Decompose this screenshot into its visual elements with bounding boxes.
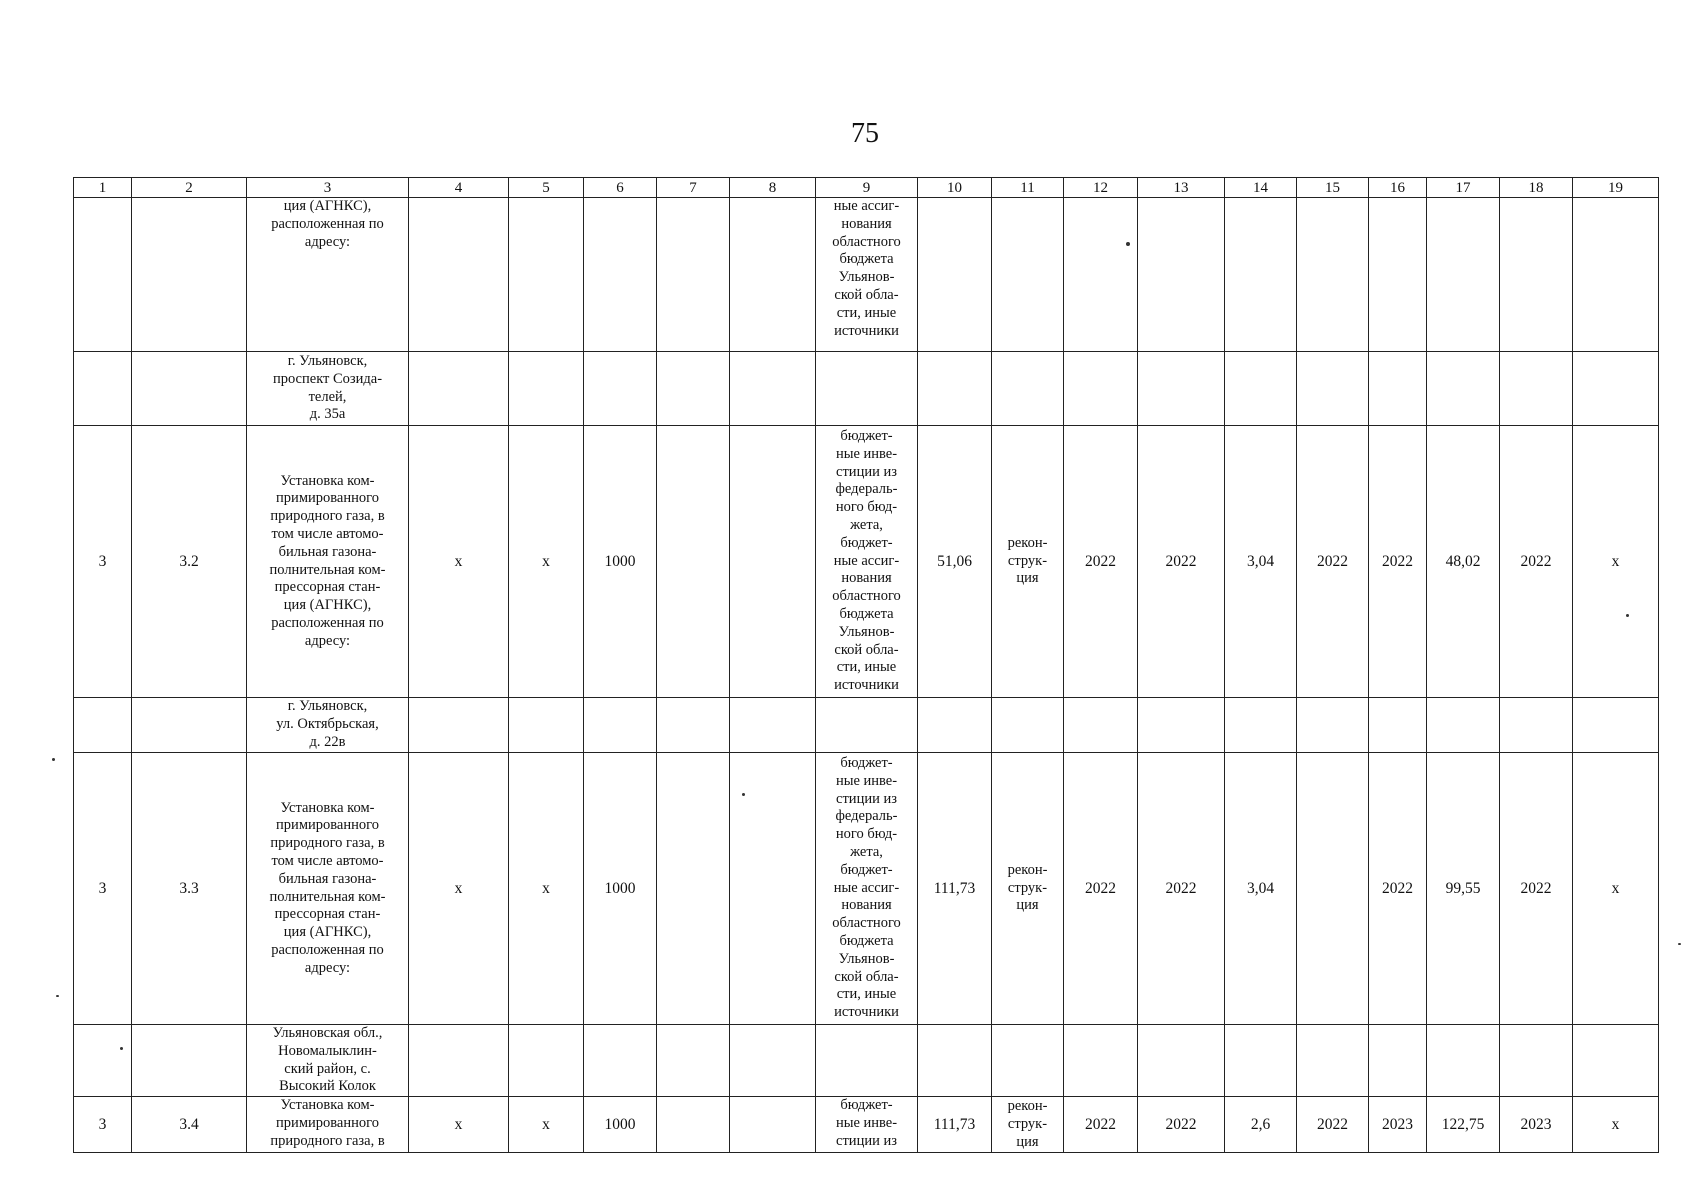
- cell: [409, 352, 509, 426]
- cell: [1064, 698, 1138, 753]
- cell: [992, 352, 1064, 426]
- cell-col15: 2022: [1297, 426, 1369, 698]
- cell: [509, 698, 584, 753]
- cell-col7: [657, 753, 730, 1025]
- column-number: 12: [1064, 178, 1138, 198]
- cell: [1138, 698, 1225, 753]
- cell: [816, 698, 918, 753]
- cell: [657, 198, 730, 352]
- cell: [409, 698, 509, 753]
- cell-col17: 99,55: [1427, 753, 1500, 1025]
- cell: [1369, 198, 1427, 352]
- cell-col18: 2023: [1500, 1097, 1573, 1153]
- cell: [1369, 698, 1427, 753]
- column-number: 15: [1297, 178, 1369, 198]
- cell: [132, 698, 247, 753]
- cell-col19: х: [1573, 753, 1659, 1025]
- cell-col15: 2022: [1297, 1097, 1369, 1153]
- table-row: [74, 426, 1659, 698]
- cell-col10: 111,73: [918, 753, 992, 1025]
- cell: [584, 352, 657, 426]
- cell-col16: 2022: [1369, 753, 1427, 1025]
- cell: [509, 1025, 584, 1097]
- column-number: 6: [584, 178, 657, 198]
- cell: [132, 1025, 247, 1097]
- cell: [1297, 1025, 1369, 1097]
- cell-item-number: [132, 198, 247, 352]
- column-number: 16: [1369, 178, 1427, 198]
- cell: [409, 198, 509, 352]
- cell-col6: 1000: [584, 753, 657, 1025]
- cell-col6: 1000: [584, 1097, 657, 1153]
- cell: [730, 198, 816, 352]
- cell: [1225, 198, 1297, 352]
- cell-col18: 2022: [1500, 426, 1573, 698]
- investment-table: [73, 177, 1659, 1153]
- cell: [132, 352, 247, 426]
- cell-col13: 2022: [1138, 1097, 1225, 1153]
- column-number: 3: [247, 178, 409, 198]
- cell: [1500, 352, 1573, 426]
- cell: [918, 1025, 992, 1097]
- column-number: 11: [992, 178, 1064, 198]
- column-number: 5: [509, 178, 584, 198]
- cell: [992, 698, 1064, 753]
- cell: [1369, 1025, 1427, 1097]
- table-row: [74, 753, 1659, 1025]
- cell: [1064, 352, 1138, 426]
- scan-speck: [742, 793, 745, 796]
- cell-entry-number: 3: [74, 1097, 132, 1153]
- cell: [1573, 1025, 1659, 1097]
- cell-entry-number: 3: [74, 426, 132, 698]
- cell-col4: х: [409, 426, 509, 698]
- cell-col15: [1297, 753, 1369, 1025]
- cell: [918, 198, 992, 352]
- cell: [409, 1025, 509, 1097]
- cell-col17: 48,02: [1427, 426, 1500, 698]
- cell-item-number: 3.4: [132, 1097, 247, 1153]
- cell: [1500, 698, 1573, 753]
- column-number: 4: [409, 178, 509, 198]
- cell-col14: 2,6: [1225, 1097, 1297, 1153]
- cell: [1138, 1025, 1225, 1097]
- cell-col4: х: [409, 753, 509, 1025]
- cell: [1225, 352, 1297, 426]
- column-number: 14: [1225, 178, 1297, 198]
- cell: [657, 1025, 730, 1097]
- cell: [509, 352, 584, 426]
- column-number: 1: [74, 178, 132, 198]
- cell: [657, 352, 730, 426]
- cell: [1064, 1025, 1138, 1097]
- cell: [918, 698, 992, 753]
- cell-col5: х: [509, 1097, 584, 1153]
- cell: [816, 1025, 918, 1097]
- scan-speck: [1126, 242, 1130, 246]
- cell-col17: 122,75: [1427, 1097, 1500, 1153]
- page-number: 75: [851, 118, 879, 149]
- cell: [730, 698, 816, 753]
- cell-col10: 111,73: [918, 1097, 992, 1153]
- cell: [1225, 698, 1297, 753]
- cell-col19: х: [1573, 426, 1659, 698]
- cell-col13: 2022: [1138, 753, 1225, 1025]
- cell: [992, 198, 1064, 352]
- cell: [1573, 352, 1659, 426]
- cell-item-number: 3.3: [132, 753, 247, 1025]
- cell-object-description: Установка ком- примированного природного газа, в: [247, 1097, 409, 1153]
- scan-speck: [1626, 614, 1629, 617]
- cell-col12: 2022: [1064, 753, 1138, 1025]
- cell-funding-source: бюджет- ные инве- стиции из федераль- ного бюд- жета, бюджет- ные ассиг- нования областного бюджета Ульянов- ской обла- сти, иные источники: [816, 426, 918, 698]
- cell-col14: 3,04: [1225, 426, 1297, 698]
- cell: [1573, 198, 1659, 352]
- cell-object-description: Установка ком- примированного природного газа, в том числе автомо- бильная газона- полнительная ком- прессорная стан- ция (АГНКС), расположенная по адресу:: [247, 753, 409, 1025]
- cell-funding-source: ные ассиг- нования областного бюджета Ульянов- ской обла- сти, иные источники: [816, 198, 918, 352]
- cell-col12: 2022: [1064, 1097, 1138, 1153]
- cell: [816, 352, 918, 426]
- cell-col4: х: [409, 1097, 509, 1153]
- column-number: 17: [1427, 178, 1500, 198]
- cell-entry-number: 3: [74, 753, 132, 1025]
- cell-address: г. Ульяновск, проспект Созида- телей, д. 35а: [247, 352, 409, 426]
- cell: [74, 1025, 132, 1097]
- cell-address: г. Ульяновск, ул. Октябрьская, д. 22в: [247, 698, 409, 753]
- cell-address: Ульяновская обл., Новомалыклин- ский район, с. Высокий Колок: [247, 1025, 409, 1097]
- cell: [1500, 198, 1573, 352]
- cell: [730, 352, 816, 426]
- column-number: 2: [132, 178, 247, 198]
- cell-col8: [730, 1097, 816, 1153]
- cell: [1297, 198, 1369, 352]
- table-row: [74, 1097, 1659, 1153]
- scan-speck: [52, 758, 55, 761]
- cell: [74, 698, 132, 753]
- cell-col16: 2023: [1369, 1097, 1427, 1153]
- cell-col18: 2022: [1500, 753, 1573, 1025]
- cell-col10: 51,06: [918, 426, 992, 698]
- cell-col7: [657, 426, 730, 698]
- cell-object-description: ция (АГНКС), расположенная по адресу:: [247, 198, 409, 352]
- cell-funding-source: бюджет- ные инве- стиции из: [816, 1097, 918, 1153]
- cell: [730, 1025, 816, 1097]
- cell-col8: [730, 426, 816, 698]
- scan-speck: [120, 1047, 123, 1050]
- cell: [1500, 1025, 1573, 1097]
- table-row: [74, 698, 1659, 753]
- cell-work-type: рекон- струк- ция: [992, 426, 1064, 698]
- cell: [1138, 352, 1225, 426]
- column-number: 13: [1138, 178, 1225, 198]
- cell: [1138, 198, 1225, 352]
- cell: [1297, 352, 1369, 426]
- cell: [1297, 698, 1369, 753]
- cell-funding-source: бюджет- ные инве- стиции из федераль- ного бюд- жета, бюджет- ные ассиг- нования областного бюджета Ульянов- ской обла- сти, иные источники: [816, 753, 918, 1025]
- cell: [1064, 198, 1138, 352]
- cell: [584, 698, 657, 753]
- cell: [918, 352, 992, 426]
- cell-col7: [657, 1097, 730, 1153]
- cell-col5: х: [509, 753, 584, 1025]
- cell-item-number: 3.2: [132, 426, 247, 698]
- cell: [584, 198, 657, 352]
- table-row: [74, 352, 1659, 426]
- cell: [992, 1025, 1064, 1097]
- table-row: [74, 198, 1659, 352]
- cell-col13: 2022: [1138, 426, 1225, 698]
- cell: [1225, 1025, 1297, 1097]
- cell: [74, 352, 132, 426]
- cell: [1573, 698, 1659, 753]
- cell-object-description: Установка ком- примированного природного газа, в том числе автомо- бильная газона- полнительная ком- прессорная стан- ция (АГНКС), расположенная по адресу:: [247, 426, 409, 698]
- cell-entry-number: [74, 198, 132, 352]
- column-number: 10: [918, 178, 992, 198]
- table-row: [74, 1025, 1659, 1097]
- cell-col19: х: [1573, 1097, 1659, 1153]
- column-number: 18: [1500, 178, 1573, 198]
- cell: [657, 698, 730, 753]
- column-number: 9: [816, 178, 918, 198]
- column-number-row: [74, 178, 1659, 198]
- scan-speck: [56, 995, 59, 997]
- cell-col16: 2022: [1369, 426, 1427, 698]
- cell-work-type: рекон- струк- ция: [992, 753, 1064, 1025]
- cell: [584, 1025, 657, 1097]
- cell-col5: х: [509, 426, 584, 698]
- cell: [509, 198, 584, 352]
- cell: [1369, 352, 1427, 426]
- cell-col12: 2022: [1064, 426, 1138, 698]
- column-number: 7: [657, 178, 730, 198]
- cell-col14: 3,04: [1225, 753, 1297, 1025]
- column-number: 19: [1573, 178, 1659, 198]
- cell-col6: 1000: [584, 426, 657, 698]
- cell-work-type: рекон- струк- ция: [992, 1097, 1064, 1153]
- cell: [1427, 198, 1500, 352]
- column-number: 8: [730, 178, 816, 198]
- scan-speck: [1678, 943, 1681, 945]
- cell: [1427, 352, 1500, 426]
- cell: [1427, 1025, 1500, 1097]
- cell: [1427, 698, 1500, 753]
